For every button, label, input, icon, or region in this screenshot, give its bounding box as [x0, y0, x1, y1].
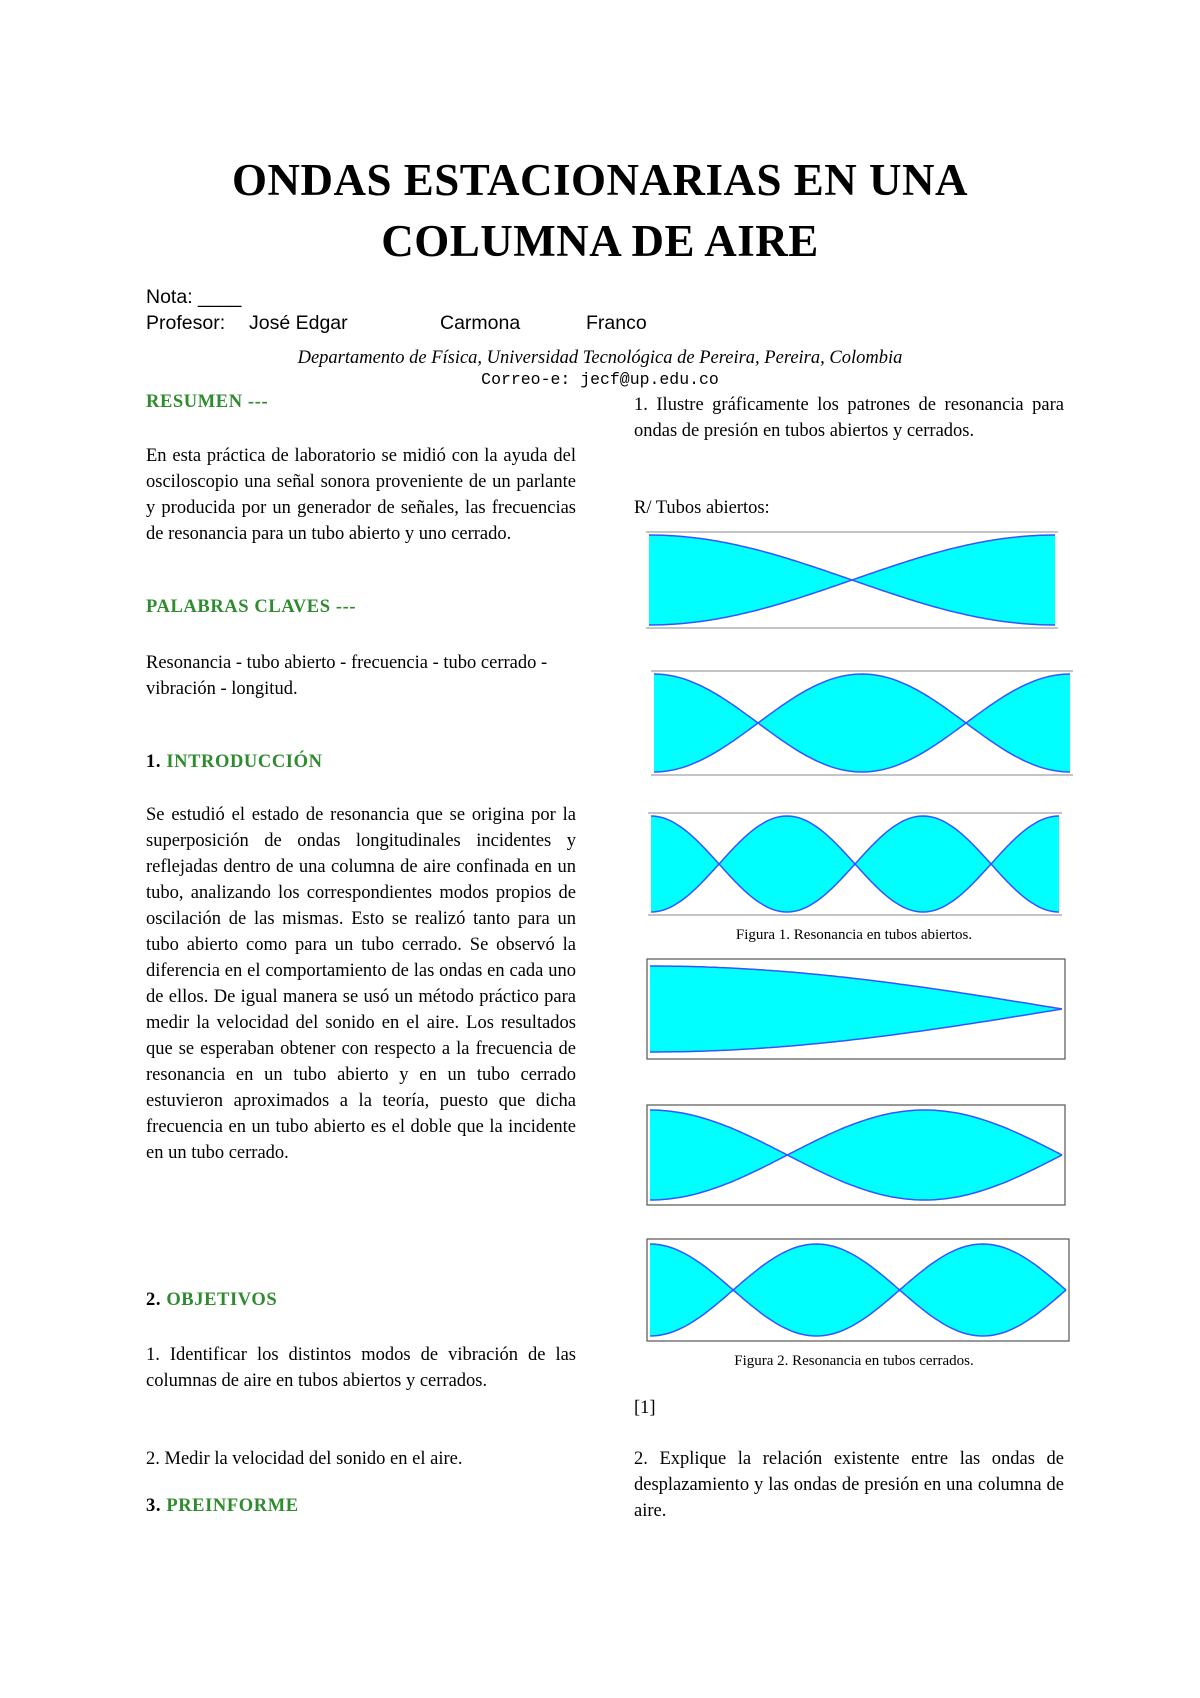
title-line-1: ONDAS ESTACIONARIAS EN UNA: [231, 155, 969, 205]
wave-envelope: [654, 674, 1070, 772]
introduccion-heading: [146, 752, 323, 773]
closed-tube-mode-5-figure: [646, 1238, 1070, 1342]
palabras-claves-heading: PALABRAS CLAVES ---: [146, 597, 357, 617]
section-title: OBJETIVOS: [166, 1290, 278, 1310]
figure-2-caption: Figura 2. Resonancia en tubos cerrados.: [734, 1353, 974, 1369]
question-1: 1. Ilustre gráficamente los patrones de resonancia para ondas de presión en tubos abiertos y cerrados.: [634, 395, 1064, 441]
department-affiliation: Departamento de Física, Universidad Tecnológica de Pereira, Pereira, Colombia: [297, 348, 903, 368]
closed-tube-mode-1-figure: [646, 958, 1066, 1060]
figure-1-caption: Figura 1. Resonancia en tubos abiertos.: [735, 927, 973, 943]
section-number: 1.: [146, 752, 167, 772]
question-2: 2. Explique la relación existente entre las ondas de desplazamiento y las ondas de presión en una columna de aire.: [634, 1449, 1064, 1521]
open-tube-mode-2-figure: [650, 670, 1074, 776]
section-title: INTRODUCCIÓN: [166, 752, 323, 772]
title-line-2: COLUMNA DE AIRE: [381, 216, 819, 266]
resumen-text: En esta práctica de laboratorio se midió con la ayuda del osciloscopio una señal sonora proveniente de un parlante y producida por un generador de señales, las frecuencias de resonancia para un tubo abierto y uno cerrado.: [146, 446, 576, 544]
reference-marker: [1]: [634, 1398, 656, 1418]
profesor-last-name-1: Carmona: [440, 312, 521, 334]
open-tube-mode-1-figure: [645, 531, 1059, 629]
palabras-claves-text: Resonancia - tubo abierto - frecuencia - tubo cerrado - vibración - longitud.: [146, 653, 548, 699]
nota-field: Nota: ____: [146, 286, 242, 308]
objetivos-heading: [146, 1290, 277, 1311]
author-email: Correo-e: jecf@up.edu.co: [481, 370, 719, 389]
profesor-last-name-2: Franco: [586, 312, 647, 334]
introduccion-text: Se estudió el estado de resonancia que se origina por la superposición de ondas longitudinales incidentes y reflejadas dentro de una columna de aire confinada en un tubo, analizando los correspondientes modos propios de oscilación de las mismas. Esto se realizó tanto para un tubo abierto como para un tubo cerrado. Se observó la diferencia en el comportamiento de las ondas en cada uno de ellos. De igual manera se usó un método práctico para medir la velocidad del sonido en el aire. Los resultados que se esperaban obtener con respecto a la frecuencia de resonancia en un tubo abierto y en un tubo cerrado estuvieron aproximados a la teoría, puesto que dicha frecuencia en un tubo abierto es el doble que la incidente en un tubo cerrado.: [146, 805, 576, 1163]
preinforme-heading: [146, 1496, 299, 1517]
objetivo-2: 2. Medir la velocidad del sonido en el aire.: [146, 1449, 463, 1469]
resumen-heading: RESUMEN ---: [146, 392, 269, 412]
objetivo-1: 1. Identificar los distintos modos de vibración de las columnas de aire en tubos abiertos y cerrados.: [146, 1345, 576, 1391]
wave-upper-curve: [651, 816, 1059, 864]
page-title: [0, 150, 1200, 272]
closed-tube-mode-3-figure: [646, 1104, 1066, 1206]
profesor-first-name: José Edgar: [249, 312, 348, 334]
section-title: PREINFORME: [166, 1496, 299, 1516]
section-number: 2.: [146, 1290, 167, 1310]
wave-lower-curve: [651, 864, 1059, 912]
open-tube-mode-3-figure: [647, 812, 1063, 916]
profesor-label: Profesor:: [146, 312, 226, 334]
answer-label: R/ Tubos abiertos:: [634, 498, 770, 518]
section-number: 3.: [146, 1496, 167, 1516]
